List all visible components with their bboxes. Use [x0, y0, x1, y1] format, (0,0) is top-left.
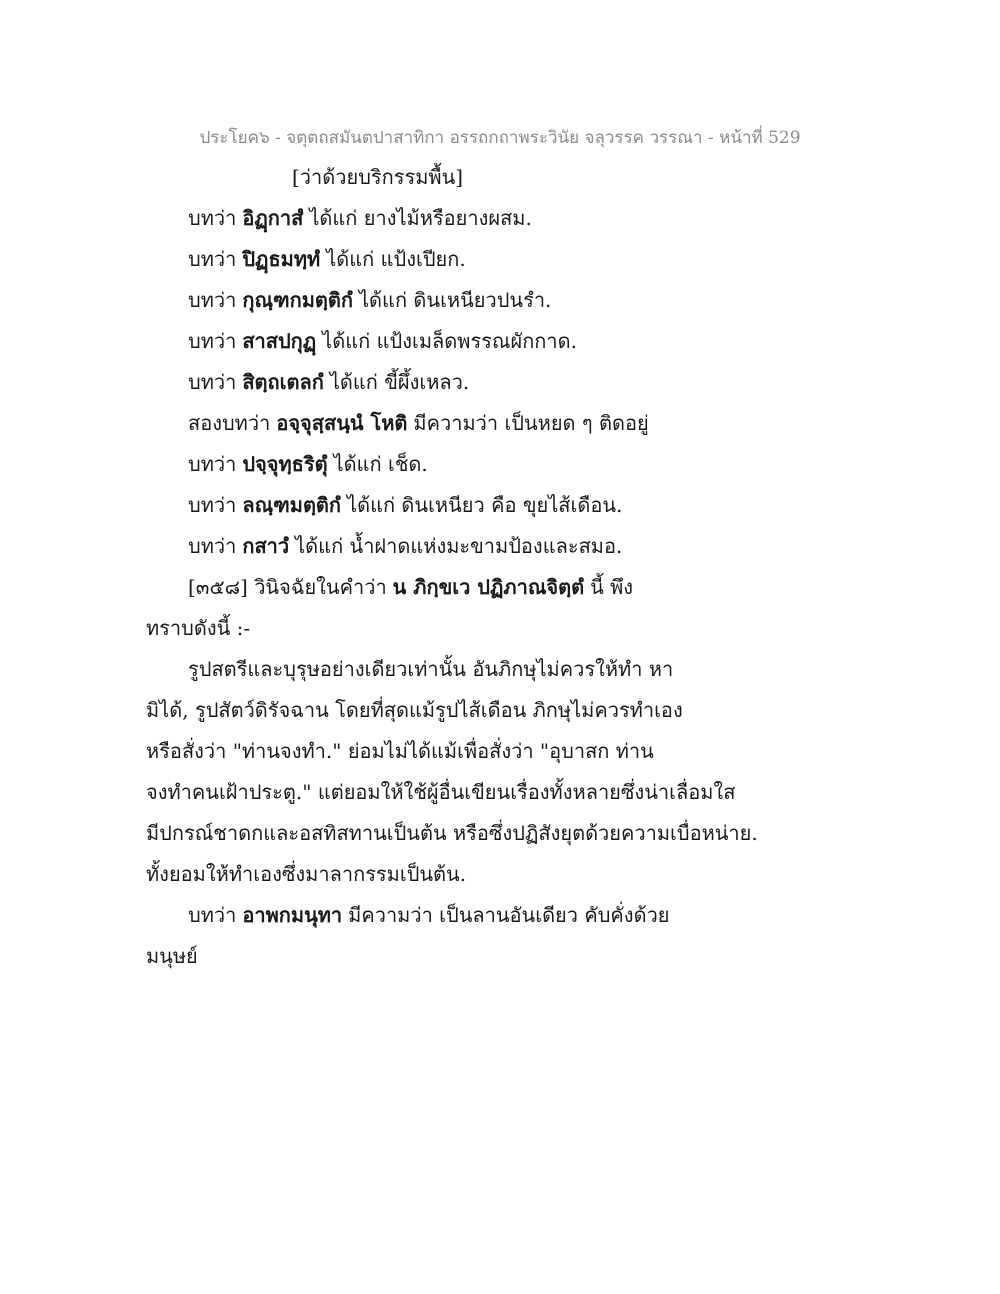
- entry-prefix: บทว่า: [188, 206, 237, 230]
- paragraph-358-continuation: ทราบดังนี้ :-: [146, 616, 251, 640]
- entry-term: สิตฺถเตลกํ: [242, 370, 324, 394]
- entry-prefix: บทว่า: [188, 329, 237, 353]
- body-line: จงทำคนเฝ้าประตู." แต่ยอมให้ใช้ผู้อื่นเขียนเรื่องทั้งหลายซึ่งน่าเลื่อมใส: [146, 780, 736, 804]
- entry-term: กุณฺฑกมตฺติกํ: [242, 288, 353, 312]
- entry-term: กสาวํ: [242, 534, 290, 558]
- entry-prefix: บทว่า: [188, 288, 237, 312]
- entry-prefix: บทว่า: [188, 370, 237, 394]
- entry-prefix: บทว่า: [188, 247, 237, 271]
- entry-gloss: ได้แก่ แป้งเมล็ดพรรณผักกาด.: [322, 329, 577, 353]
- final-prefix: บทว่า: [188, 903, 237, 927]
- page-content: [146, 157, 766, 977]
- entry-term: สาสปกุฏฺ: [242, 329, 317, 353]
- body-line: ทั้งยอมให้ทำเองซึ่งมาลากรรมเป็นต้น.: [146, 862, 467, 886]
- entry-line: [146, 362, 766, 403]
- body-line: หรือสั่งว่า "ท่านจงทำ." ย่อมไม่ได้แม้เพื่อสั่งว่า "อุบาสก ท่าน: [146, 739, 654, 763]
- paragraph-358-prefix: [๓๕๘] วินิจฉัยในคำว่า: [188, 575, 387, 599]
- entry-term: ลณฺฑมตฺติกํ: [242, 493, 342, 517]
- final-paragraph-line: [146, 895, 766, 936]
- entry-prefix: บทว่า: [188, 534, 237, 558]
- entry-line: [146, 444, 766, 485]
- paragraph-358-suffix: นี้ พึง: [590, 575, 634, 599]
- body-line: มีปกรณ์ชาดกและอสทิสทานเป็นต้น หรือซึ่งปฏิสังยุตด้วยความเบื่อหน่าย.: [146, 821, 758, 845]
- section-title: [ว่าด้วยบริกรรมพื้น]: [292, 165, 464, 189]
- entry-line: [146, 239, 766, 280]
- entry-term: อิฏฺกาสํ: [242, 206, 304, 230]
- entry-line: [146, 280, 766, 321]
- body-line: รูปสตรีและบุรุษอย่างเดียวเท่านั้น อันภิกษุไม่ควรให้ทำ หา: [188, 657, 674, 681]
- final-paragraph-continuation: มนุษย์: [146, 944, 198, 968]
- entry-line: [146, 321, 766, 362]
- entry-prefix: สองบทว่า: [188, 411, 271, 435]
- entry-gloss: ได้แก่ ยางไม้หรือยางผสม.: [309, 206, 532, 230]
- entry-line: [146, 526, 766, 567]
- entry-gloss: ได้แก่ ขี้ผึ้งเหลว.: [329, 370, 470, 394]
- entry-gloss: มีความว่า เป็นหยด ๆ ติดอยู่: [413, 411, 649, 435]
- entry-term: อจฺจุสฺสนฺนํ โหติ: [276, 411, 408, 435]
- final-term: อาพกมนุทา: [242, 903, 343, 927]
- entry-term: ปจฺจุทฺธริตุํ: [242, 452, 328, 476]
- entry-gloss: ได้แก่ ดินเหนียวปนรำ.: [359, 288, 552, 312]
- body-line: มิได้, รูปสัตว์ดิรัจฉาน โดยที่สุดแม้รูปไส้เดือน ภิกษุไม่ควรทำเอง: [146, 698, 683, 722]
- entry-prefix: บทว่า: [188, 452, 237, 476]
- entry-gloss: ได้แก่ แป้งเปียก.: [326, 247, 466, 271]
- running-header: ประโยค๖ - จตุตถสมันตปาสาทิกา อรรถกถาพระวินัย จลุวรรค วรรณา - หน้าที่ 529: [199, 128, 801, 148]
- entry-prefix: บทว่า: [188, 493, 237, 517]
- paragraph-358-term: น ภิกฺขเว ปฏิภาณจิตฺตํ: [392, 575, 585, 599]
- entry-line: [146, 485, 766, 526]
- final-suffix: มีความว่า เป็นลานอันเดียว คับคั่งด้วย: [348, 903, 670, 927]
- paragraph-358-line: [146, 567, 766, 608]
- entry-gloss: ได้แก่ เช็ด.: [333, 452, 428, 476]
- entry-gloss: ได้แก่ ดินเหนียว คือ ขุยไส้เดือน.: [347, 493, 623, 517]
- entry-line: [146, 403, 766, 444]
- entry-line: [146, 198, 766, 239]
- entry-term: ปิฏฺธมทฺทํ: [242, 247, 321, 271]
- entry-gloss: ได้แก่ น้ำฝาดแห่งมะขามป้องและสมอ.: [295, 534, 623, 558]
